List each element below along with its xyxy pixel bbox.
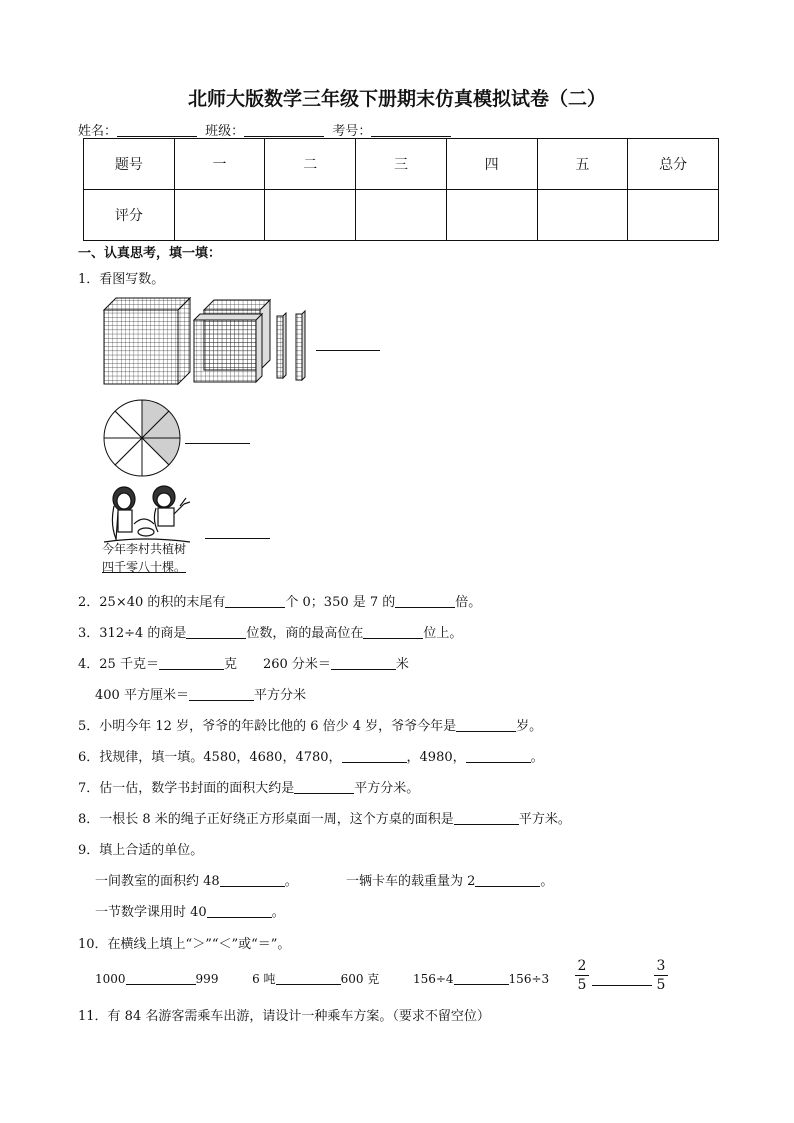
q6-text-a: 6．找规律，填一填。4580，4680，4780， <box>78 750 342 765</box>
q4-text-c: 米 <box>395 657 409 672</box>
fraction-bar <box>575 975 589 976</box>
q4-text-d: 400 平方厘米＝ <box>95 688 189 703</box>
hundred-flat-front <box>194 314 262 382</box>
children-planting-illustration <box>104 484 190 544</box>
q10-text-a: 1000 <box>95 972 126 986</box>
score-cell[interactable] <box>265 190 356 241</box>
q10-text-b: 999 <box>195 972 219 986</box>
section-heading-1: 一、认真思考，填一填： <box>78 246 222 261</box>
q10-blank-3[interactable] <box>454 972 509 985</box>
question-6 <box>78 746 544 765</box>
score-header-cell: 三 <box>356 139 447 190</box>
q5-text-a: 5．小明今年 12 岁，爷爷的年龄比他的 6 倍少 4 岁，爷爷今年是 <box>78 719 457 734</box>
q8-blank-1[interactable] <box>454 812 519 825</box>
thousand-cube <box>104 298 190 384</box>
q5-blank-1[interactable] <box>456 719 516 732</box>
student-info-line <box>78 120 455 139</box>
question-9-line-2 <box>95 901 285 920</box>
score-cell[interactable] <box>537 190 628 241</box>
q9-blank-2[interactable] <box>475 874 540 887</box>
answer-line-planting[interactable] <box>205 537 270 539</box>
q4-blank-3[interactable] <box>189 688 254 701</box>
fraction-circle-figure <box>101 397 183 479</box>
class-field[interactable] <box>244 124 324 137</box>
q10-text-e: 156÷4 <box>412 972 454 986</box>
page-title: 北师大版数学三年级下册期末仿真模拟试卷（二） <box>187 88 606 110</box>
score-row-label: 评分 <box>84 190 175 241</box>
score-header-cell: 总分 <box>628 139 719 190</box>
q5-text-b: 岁。 <box>516 719 543 734</box>
q7-text-b: 平方分米。 <box>354 781 420 796</box>
q10-blank-4[interactable] <box>592 984 652 986</box>
q2-text-c: 倍。 <box>455 595 482 610</box>
q2-text-a: 2．25×40 的积的末尾有 <box>78 595 226 610</box>
q4-text-a: 4．25 千克＝ <box>78 657 159 672</box>
q4-text-b: 克 260 分米＝ <box>223 657 331 672</box>
q10-text-c: 6 吨 <box>252 972 276 986</box>
fraction-denominator: 5 <box>577 977 587 993</box>
question-7 <box>78 777 419 796</box>
score-table-score-row <box>84 190 719 241</box>
q9-text-e: 一节数学课用时 40 <box>95 905 207 920</box>
q10-text-d: 600 克 <box>340 972 380 986</box>
q3-text-b: 位数，商的最高位在 <box>246 626 364 641</box>
question-10: 10．在横线上填上“＞”“＜”或“＝”。 <box>78 937 291 952</box>
question-9: 9．填上合适的单位。 <box>78 843 204 858</box>
q6-blank-1[interactable] <box>342 750 407 763</box>
fraction-numerator: 2 <box>577 958 587 974</box>
q9-text-f: 。 <box>271 905 285 920</box>
answer-line-circle[interactable] <box>185 442 250 444</box>
q6-text-b: ，4980， <box>406 750 466 765</box>
name-field[interactable] <box>117 124 197 137</box>
q3-blank-1[interactable] <box>186 626 246 639</box>
class-label: 班级： <box>205 124 245 139</box>
q2-text-b: 个 0；350 是 7 的 <box>285 595 396 610</box>
q9-text-d: 。 <box>540 874 554 889</box>
answer-line-blocks[interactable] <box>316 349 380 351</box>
planting-caption <box>102 540 186 576</box>
q2-blank-1[interactable] <box>225 595 285 608</box>
question-4 <box>78 653 409 672</box>
question-11: 11．有 84 名游客需乘车出游，请设计一种乘车方案。（要求不留空位） <box>78 1009 490 1024</box>
q3-blank-2[interactable] <box>363 626 423 639</box>
fraction-bar <box>654 975 668 976</box>
q9-blank-3[interactable] <box>207 905 272 918</box>
q4-blank-2[interactable] <box>331 657 396 670</box>
q4-blank-1[interactable] <box>159 657 224 670</box>
score-header-cell: 四 <box>446 139 537 190</box>
score-cell[interactable] <box>628 190 719 241</box>
question-4-line-2 <box>95 684 306 703</box>
q10-text-f: 156÷3 <box>508 972 550 986</box>
ten-rod-2 <box>296 311 305 380</box>
caption-line-1: 今年李村共植树 <box>102 542 187 556</box>
caption-line-2: 四千零八十棵。 <box>102 560 187 574</box>
score-header-cell: 二 <box>265 139 356 190</box>
q9-text-c: 一辆卡车的载重量为 2 <box>345 874 476 889</box>
score-table <box>83 138 719 241</box>
name-label: 姓名： <box>78 124 118 139</box>
score-cell[interactable] <box>446 190 537 241</box>
q3-text-a: 3．312÷4 的商是 <box>78 626 187 641</box>
question-9-line-1 <box>95 870 553 889</box>
question-8 <box>78 808 571 827</box>
score-header-cell: 题号 <box>84 139 175 190</box>
q10-blank-2[interactable] <box>276 972 341 985</box>
fraction-two-fifths <box>575 958 589 993</box>
q8-text-b: 平方米。 <box>518 812 571 827</box>
q6-text-c: 。 <box>530 750 544 765</box>
fraction-three-fifths <box>654 958 668 993</box>
base-ten-blocks-figure <box>100 296 312 386</box>
number-label: 考号： <box>332 124 372 139</box>
score-header-cell: 五 <box>537 139 628 190</box>
question-1: 1．看图写数。 <box>78 272 165 287</box>
q9-text-b: 。 <box>284 874 298 889</box>
q2-blank-2[interactable] <box>395 595 455 608</box>
score-table-header-row <box>84 139 719 190</box>
ten-rod-1 <box>277 313 286 378</box>
question-5 <box>78 715 542 734</box>
question-2 <box>78 591 481 610</box>
q7-blank-1[interactable] <box>294 781 354 794</box>
q8-text-a: 8．一根长 8 米的绳子正好绕正方形桌面一周，这个方桌的面积是 <box>78 812 454 827</box>
q9-blank-1[interactable] <box>220 874 285 887</box>
number-field[interactable] <box>371 124 451 137</box>
score-header-cell: 一 <box>174 139 265 190</box>
score-cell[interactable] <box>356 190 447 241</box>
q3-text-c: 位上。 <box>423 626 463 641</box>
fraction-denominator: 5 <box>656 977 666 993</box>
score-cell[interactable] <box>174 190 265 241</box>
question-3 <box>78 622 462 641</box>
q4-text-e: 平方分米 <box>253 688 306 703</box>
fraction-numerator: 3 <box>656 958 666 974</box>
q6-blank-2[interactable] <box>466 750 531 763</box>
question-10-line <box>95 970 549 987</box>
q9-text-a: 一间教室的面积约 48 <box>95 874 220 889</box>
q10-blank-1[interactable] <box>126 972 196 985</box>
q7-text-a: 7．估一估，数学书封面的面积大约是 <box>78 781 295 796</box>
